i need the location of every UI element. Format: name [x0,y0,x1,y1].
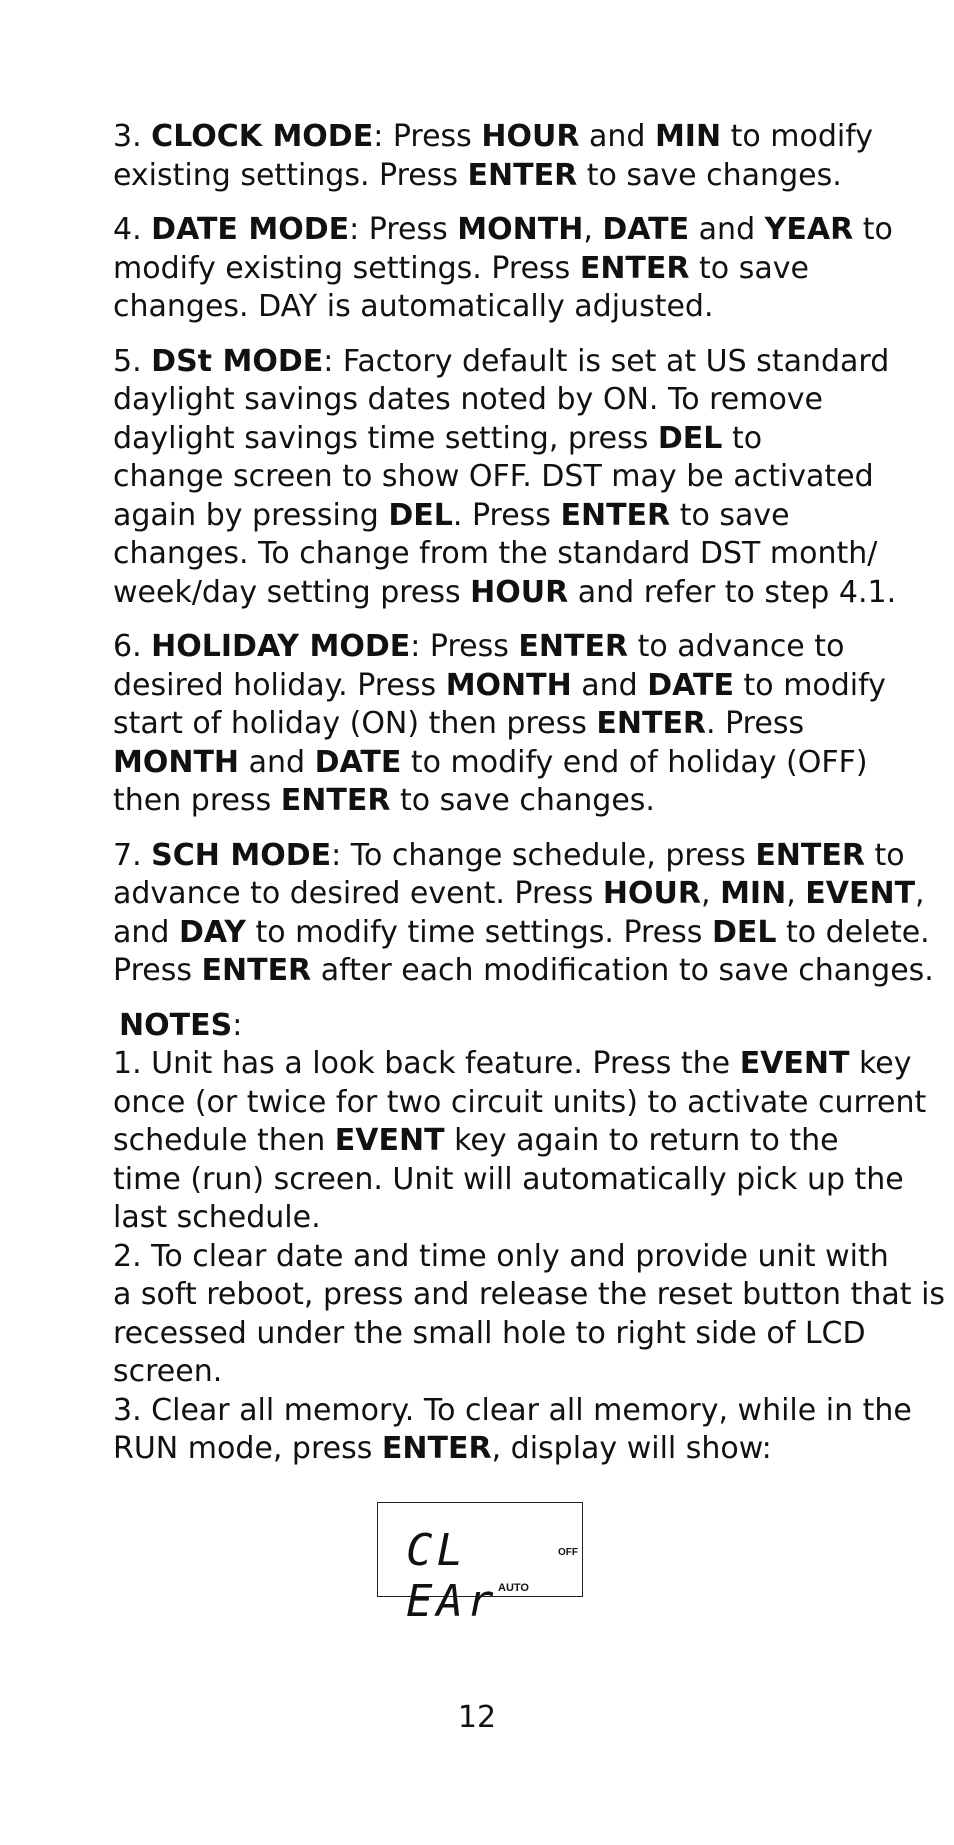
bold-term: DEL [657,420,723,456]
bold-term: DSt MODE [151,343,324,379]
text-run: 1. Unit has a look back feature. Press the [113,1046,740,1081]
text-run: 6. [113,629,152,664]
text-line [113,420,903,459]
text-line [113,157,903,196]
bold-term: ENTER [518,629,629,664]
text-line [113,211,903,250]
text-line [113,1238,903,1277]
text-line [113,744,903,783]
bold-term: ENTER [755,837,865,873]
text-line [113,118,903,157]
text-run: once (or twice for two circuit units) to activate current [113,1084,927,1120]
manual-page [113,118,946,1469]
notes-list [113,1045,946,1469]
bold-term: DATE MODE [151,212,350,247]
text-run: to [853,212,893,247]
text-run: time (run) screen. Unit will automatically pick up the [113,1161,904,1197]
text-run: a soft reboot, press and release the reset button that is [113,1277,946,1312]
bold-term: ENTER [596,706,707,741]
note-2 [113,1238,946,1392]
text-run: to save [670,497,790,533]
bold-term: ENTER [381,1431,492,1466]
lcd-clear-text: CL EAr [406,1525,498,1627]
lcd-off-indicator: OFF [558,1547,578,1558]
text-run: 5. [113,343,152,379]
text-line [113,288,903,327]
text-run: changes. To change from the standard DST month/ [113,536,878,571]
text-run: , [786,876,806,911]
lcd-display-illustration [377,1502,583,1627]
text-run: and [571,667,648,703]
text-line [113,782,903,821]
bold-term: EVENT [739,1046,850,1081]
text-run: to modify end of holiday (OFF) [401,744,868,780]
text-run: 3. [113,119,152,154]
text-line [113,1199,903,1238]
text-run: : Press [349,212,458,247]
text-line [113,1353,903,1392]
bold-term: HOLIDAY MODE [151,629,411,664]
text-line [113,914,930,953]
text-line [113,1122,903,1161]
bold-term: MIN [720,876,787,911]
text-run: and [689,212,765,247]
text-line [113,952,934,991]
text-run: recessed under the small hole to right side of LCD [113,1315,866,1351]
text-run: , [583,212,603,247]
text-run: daylight savings time setting, press [113,420,658,456]
text-line [113,574,903,613]
bold-term: SCH MODE [151,837,332,873]
text-run: : To change schedule, press [331,837,756,873]
text-run: advance to desired event. Press [113,876,603,911]
text-run: to save changes. [390,783,655,818]
text-run: to save [689,250,809,286]
text-run: schedule then [113,1123,335,1158]
text-line [113,343,903,382]
text-line [113,1315,903,1354]
bold-term: HOUR [602,876,701,911]
text-run: , [700,876,721,911]
text-run: desired holiday. Press [113,667,446,703]
text-run: and refer to step 4.1. [568,574,897,610]
bold-term: ENTER [467,157,578,193]
text-line [113,1045,912,1084]
bold-term: MONTH [445,667,572,703]
text-run: and [239,744,315,780]
text-run: 3. Clear all memory. To clear all memory, while in the [113,1392,912,1428]
bold-term: ENTER [560,497,671,533]
bold-term: MONTH [457,212,584,247]
text-run: to modify time settings. Press [245,914,712,950]
text-line [113,1392,912,1431]
bold-term: CLOCK MODE [151,119,374,154]
notes-heading-text: NOTES [119,1007,233,1043]
text-run: Press [113,953,202,988]
step-4-date-mode [113,211,903,327]
text-run: : Press [373,119,482,154]
bold-term: DATE [314,744,402,780]
bold-term: HOUR [470,574,569,610]
text-run: modify existing settings. Press [113,250,580,286]
notes-heading [119,1007,903,1046]
text-run: key [849,1046,912,1081]
text-line [113,381,903,420]
bold-term: DEL [388,497,453,533]
text-run: , display will show: [491,1431,772,1466]
bold-term: DATE [647,667,734,703]
text-run: to [722,420,763,456]
note-1 [113,1045,927,1238]
text-run: 4. [113,212,152,247]
text-line [113,628,903,667]
step-7-sch-mode [113,837,934,991]
text-run: to save changes. [577,157,842,193]
text-run: and [113,914,179,950]
text-run: : Factory default is set at US standard [323,343,890,379]
bold-term: EVENT [334,1123,445,1158]
text-run: . Press [706,706,805,741]
text-run: , [915,876,925,911]
step-3-clock-mode [113,118,903,195]
text-line [113,458,903,497]
text-run: start of holiday (ON) then press [113,706,597,741]
text-run: to modify [734,667,886,703]
text-run: 2. To clear date and time only and provide unit with [113,1238,889,1274]
text-run: . Press [452,497,561,533]
text-line [113,497,903,536]
text-run: then press [113,783,281,818]
bold-term: MONTH [113,744,240,780]
page-number: 12 [457,1700,497,1735]
bold-term: HOUR [481,119,580,154]
text-line [113,667,903,706]
text-line [113,250,903,289]
text-run: : Press [410,629,519,664]
notes-heading-colon: : [232,1007,243,1043]
step-6-holiday-mode [113,628,903,821]
text-line [113,535,903,574]
bold-term: DATE [602,212,690,247]
step-5-dst-mode [113,343,903,613]
bold-term: ENTER [280,783,391,818]
text-run: and [579,119,655,154]
text-run: screen. [113,1354,223,1389]
text-run: to delete. [776,914,930,950]
text-line [113,875,925,914]
bold-term: DEL [711,914,777,950]
bold-term: ENTER [201,953,312,988]
bold-term: EVENT [805,876,916,911]
text-line [113,837,903,876]
text-run: changes. DAY is automatically adjusted. [113,289,714,324]
text-run: to [864,837,905,873]
lcd-auto-indicator: AUTO [498,1582,529,1594]
bold-term: DAY [178,914,246,950]
bold-term: ENTER [579,250,690,286]
bold-term: YEAR [764,212,854,247]
text-run: after each modification to save changes. [311,953,934,988]
text-line [113,1084,927,1123]
text-run: to modify [721,119,873,154]
text-line [113,705,903,744]
text-line [113,1276,946,1315]
text-line [113,1430,903,1469]
bold-term: MIN [654,119,722,154]
text-line [113,1161,903,1200]
text-run: to advance to [628,629,845,664]
text-run: RUN mode, press [113,1431,382,1466]
text-run: week/day setting press [113,574,471,610]
text-run: existing settings. Press [113,157,468,193]
note-3 [113,1392,912,1469]
text-run: last schedule. [113,1200,321,1235]
text-run: daylight savings dates noted by ON. To remove [113,382,824,417]
text-run: again by pressing [113,497,389,533]
text-run: 7. [113,837,152,873]
text-run: change screen to show OFF. DST may be activated [113,459,874,494]
text-run: key again to return to the [444,1123,839,1158]
